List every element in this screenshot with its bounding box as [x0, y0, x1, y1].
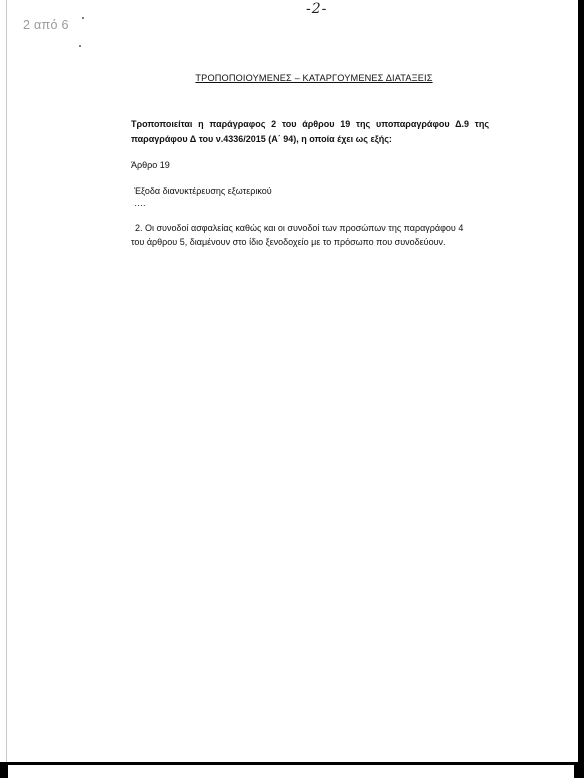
- handwritten-page-number: -2-: [306, 1, 328, 17]
- article-title: Έξοδα διανυκτέρευσης εξωτερικού: [134, 186, 272, 196]
- page-indicator: 2 από 6: [23, 18, 69, 32]
- viewer-bottom-border: [0, 762, 584, 778]
- next-page-edge: [8, 765, 574, 778]
- document-page: [6, 0, 579, 762]
- article-label: Άρθρο 19: [131, 160, 170, 170]
- paragraph-line: του άρθρου 5, διαμένουν στο ίδιο ξενοδοχείο με το πρόσωπο που συνοδεύουν.: [131, 237, 446, 247]
- intro-paragraph: [131, 117, 489, 147]
- scan-speck: [82, 17, 84, 19]
- paragraph-line: 2. Οι συνοδοί ασφαλείας καθώς και οι συνοδοί των προσώπων της παραγράφου 4: [135, 223, 464, 233]
- viewer-right-border: [578, 0, 584, 778]
- ellipsis: ….: [134, 198, 146, 208]
- article-paragraph: [131, 221, 491, 249]
- intro-line: παραγράφου Δ του ν.4336/2015 (Α΄ 94), η οποία έχει ως εξής:: [131, 134, 392, 144]
- scan-speck: [79, 45, 81, 47]
- intro-line: Τροποποιείται η παράγραφος 2 του άρθρου 19 της υποπαραγράφου Δ.9 της: [131, 119, 489, 129]
- document-heading: ΤΡΟΠΟΠΟΙΟΥΜΕΝΕΣ – ΚΑΤΑΡΓΟΥΜΕΝΕΣ ΔΙΑΤΑΞΕΙΣ: [195, 73, 433, 83]
